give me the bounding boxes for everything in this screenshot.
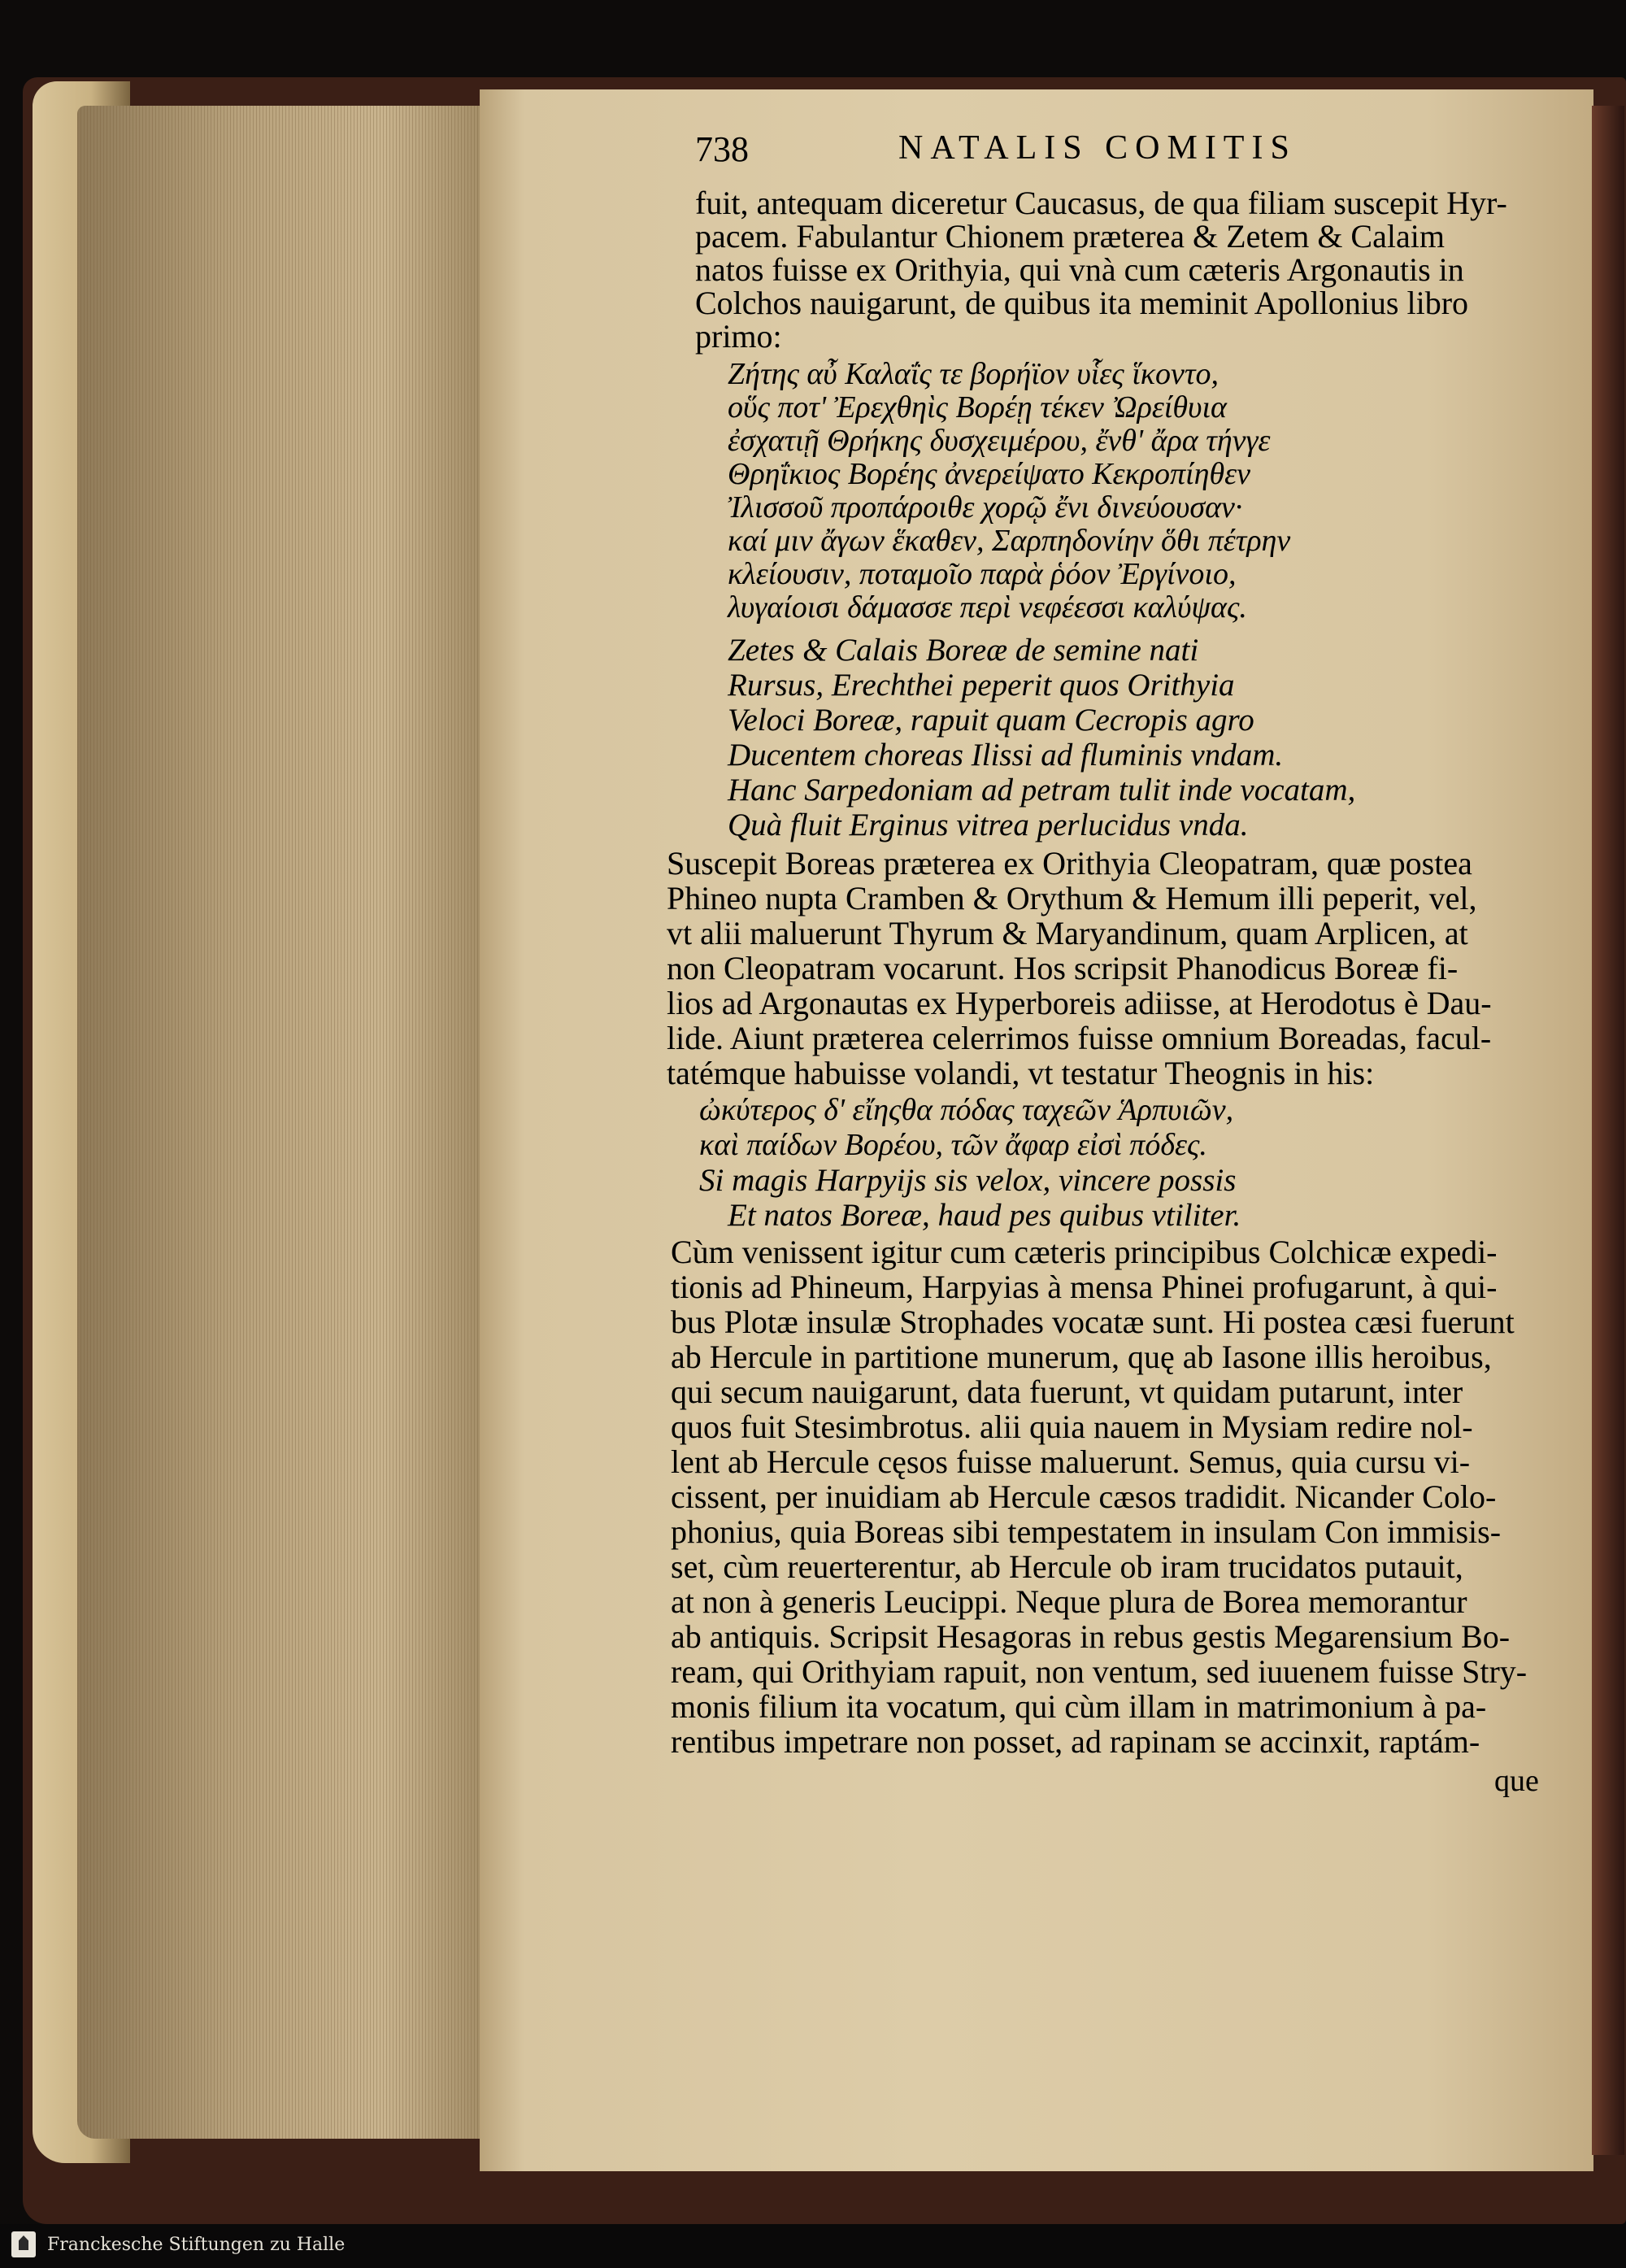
text-line: quos fuit Stesimbrotus. alii quia nauem in Mysiam redire nol-	[671, 1408, 1473, 1445]
text-line: at non à generis Leucippi. Neque plura de Borea memorantur	[671, 1583, 1467, 1620]
text-line: rentibus impetrare non posset, ad rapinam se accinxit, raptám-	[671, 1723, 1480, 1760]
text-line: set, cùm reuerterentur, ab Hercule ob iram trucidatos putauit,	[671, 1548, 1463, 1585]
verse-line: Veloci Boreæ, rapuit quam Cecropis agro	[728, 703, 1254, 738]
text-line: Colchos nauigarunt, de quibus ita meminit Apollonius libro	[695, 285, 1469, 321]
greek-line: Ἰλισσοῦ προπάροιθε χορῷ ἔνι δινεύουσαν·	[728, 490, 1243, 525]
greek-line: καὶ παίδων Βορέου, τῶν ἄφαρ εἰσὶ πόδες.	[699, 1128, 1207, 1162]
gutter-edge	[1592, 106, 1624, 2155]
text-line: Suscepit Boreas præterea ex Orithyia Cleopatram, quæ postea	[667, 845, 1472, 882]
running-head: NATALIS COMITIS	[898, 129, 1297, 167]
text-line: monis filium ita vocatum, qui cùm illam in matrimonium à pa-	[671, 1688, 1487, 1725]
text-line: ream, qui Orithyiam rapuit, non ventum, sed iuuenem fuisse Stry-	[671, 1653, 1528, 1690]
verse-line: Zetes & Calais Boreæ de semine nati	[728, 633, 1199, 668]
text-line: primo:	[695, 318, 782, 355]
text-line: non Cleopatram vocarunt. Hos scripsit Phanodicus Boreæ fi-	[667, 950, 1459, 986]
greek-line: Ζήτης αὖ Καλαΐς τε βορήϊον υἷες ἵκοντο,	[728, 357, 1219, 391]
verse-line: Rursus, Erechthei peperit quos Orithyia	[728, 668, 1235, 703]
greek-line: οὕς ποτ' Ἐρεχθηὶς Βορέῃ τέκεν Ὠρείθυια	[728, 390, 1227, 424]
page-edges	[77, 106, 484, 2139]
institution-logo-icon	[11, 2231, 36, 2257]
text-line: phonius, quia Boreas sibi tempestatem in insulam Con immisis-	[671, 1513, 1502, 1550]
page-number: 738	[695, 129, 749, 169]
greek-line: κλείουσιν, ποταμοῖο παρὰ ῥόον Ἐργίνοιο,	[728, 557, 1237, 591]
text-line: bus Plotæ insulæ Strophades vocatæ sunt. Hi postea cæsi fuerunt	[671, 1304, 1515, 1340]
verse-line: Et natos Boreæ, haud pes quibus vtiliter.	[728, 1198, 1241, 1233]
greek-line: ἐσχατιῇ Θρήκης δυσχειμέρου, ἔνθ' ἄρα τήνγε	[728, 424, 1271, 458]
text-line: lios ad Argonautas ex Hyperboreis adiisse, at Herodotus è Dau-	[667, 985, 1492, 1021]
catchword: que	[1494, 1764, 1539, 1798]
verse-line: Si magis Harpyijs sis velox, vincere possis	[699, 1163, 1237, 1198]
text-line: Phineo nupta Cramben & Orythum & Hemum illi peperit, vel,	[667, 880, 1477, 916]
greek-line: ὠκύτερος δ' εἴηςθα πόδας ταχεῶν Ἁρπυιῶν,	[699, 1093, 1234, 1127]
greek-line: καί μιν ἄγων ἕκαθεν, Σαρπηδονίην ὅθι πέτρην	[728, 524, 1291, 558]
verse-line: Quà fluit Erginus vitrea perlucidus vnda.	[728, 808, 1249, 842]
text-line: Cùm venissent igitur cum cæteris principibus Colchicæ expedi-	[671, 1234, 1498, 1270]
verse-line: Ducentem choreas Ilissi ad fluminis vndam.	[728, 738, 1284, 773]
text-line: ab antiquis. Scripsit Hesagoras in rebus gestis Megarensium Bo-	[671, 1618, 1511, 1655]
text-line: qui secum nauigarunt, data fuerunt, vt quidam putarunt, inter	[671, 1373, 1463, 1410]
greek-line: λυγαίοισι δάμασσε περὶ νεφέεσσι καλύψας.	[728, 590, 1247, 625]
verse-line: Hanc Sarpedoniam ad petram tulit inde vocatam,	[728, 773, 1356, 808]
text-line: natos fuisse ex Orithyia, qui vnà cum cæteris Argonautis in	[695, 251, 1464, 288]
text-line: tatémque habuisse volandi, vt testatur Theognis in his:	[667, 1055, 1375, 1091]
text-line: vt alii maluerunt Thyrum & Maryandinum, quam Arplicen, at	[667, 915, 1468, 951]
page-header	[695, 128, 1589, 177]
text-line: pacem. Fabulantur Chionem præterea & Zetem & Calaim	[695, 218, 1445, 255]
text-line: fuit, antequam diceretur Caucasus, de qua filiam suscepit Hyr-	[695, 185, 1507, 221]
text-line: lent ab Hercule cęsos fuisse maluerunt. Semus, quia cursu vi-	[671, 1443, 1471, 1480]
text-line: ab Hercule in partitione munerum, quę ab Iasone illis heroibus,	[671, 1339, 1492, 1375]
institution-name: Franckesche Stiftungen zu Halle	[47, 2235, 346, 2255]
greek-line: Θρηΐκιος Βορέης ἀνερείψατο Κεκροπίηθεν	[728, 457, 1250, 491]
text-line: cissent, per inuidiam ab Hercule cæsos tradidit. Nicander Colo-	[671, 1478, 1497, 1515]
text-line: lide. Aiunt præterea celerrimos fuisse omnium Boreadas, facul-	[667, 1020, 1492, 1056]
text-line: tionis ad Phineum, Harpyias à mensa Phinei profugarunt, à qui-	[671, 1269, 1498, 1305]
